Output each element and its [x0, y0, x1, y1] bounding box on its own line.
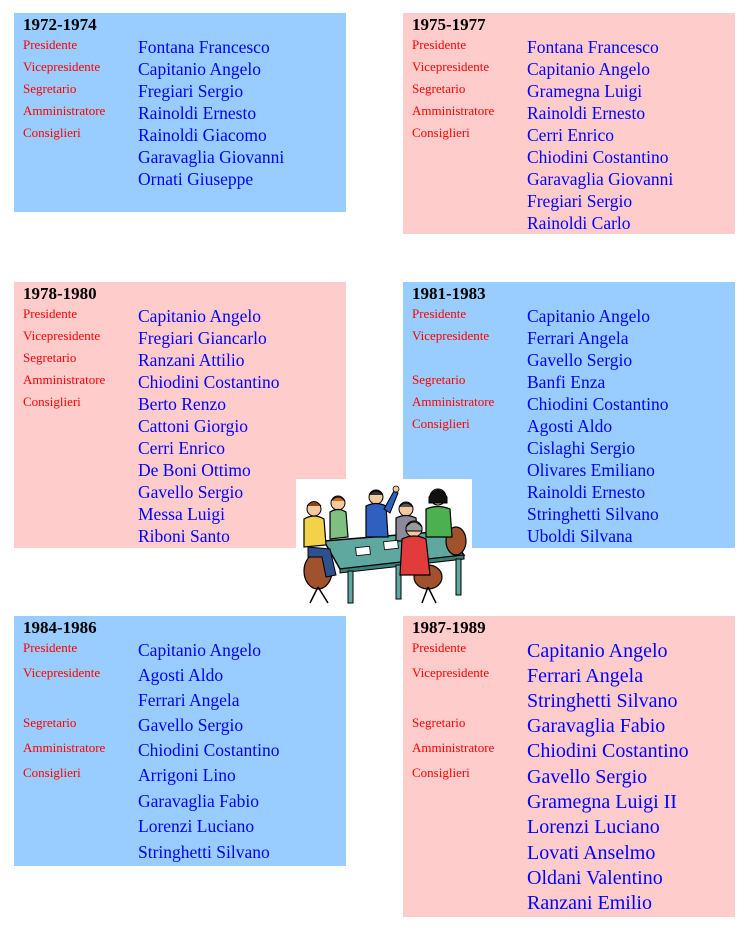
role-label-vicepresidente: Vicepresidente	[412, 328, 490, 343]
member-name: Ornati Giuseppe	[138, 169, 254, 189]
member-name: Gavello Sergio	[138, 715, 244, 735]
role-label-vicepresidente: Vicepresidente	[23, 328, 101, 343]
member-name: Cerri Enrico	[138, 438, 225, 458]
member-name: Cerri Enrico	[527, 125, 614, 145]
member-name: Gavello Sergio	[527, 350, 633, 370]
member-name: Agosti Aldo	[527, 416, 613, 436]
member-name: Stringhetti Silvano	[527, 504, 659, 524]
member-name: Banfi Enza	[527, 372, 606, 392]
role-label-segretario: Segretario	[23, 81, 77, 96]
member-name: Lorenzi Luciano	[138, 816, 255, 836]
member-name: Capitanio Angelo	[527, 59, 650, 79]
role-label-segretario: Segretario	[412, 81, 466, 96]
member-name: Cattoni Giorgio	[138, 416, 249, 436]
member-name: Gavello Sergio	[138, 482, 244, 502]
period-title: 1972-1974	[23, 15, 97, 34]
member-name: Ferrari Angela	[527, 665, 644, 687]
member-name: Agosti Aldo	[138, 665, 224, 685]
role-label-amministratore: Amministratore	[23, 372, 106, 387]
role-label-presidente: Presidente	[23, 640, 78, 655]
board-panel-1972-1974	[14, 13, 346, 212]
role-label-consiglieri: Consiglieri	[412, 125, 470, 140]
role-label-presidente: Presidente	[23, 306, 78, 321]
role-label-segretario: Segretario	[412, 372, 466, 387]
member-name: Stringhetti Silvano	[138, 842, 270, 862]
period-title: 1978-1980	[23, 284, 97, 303]
member-name: Gramegna Luigi	[527, 81, 643, 101]
member-name: De Boni Ottimo	[138, 460, 251, 480]
board-panel-1984-1986	[14, 616, 346, 866]
member-name: Arrigoni Lino	[138, 765, 236, 785]
role-label-amministratore: Amministratore	[412, 394, 495, 409]
member-name: Riboni Santo	[138, 526, 230, 546]
role-label-consiglieri: Consiglieri	[23, 765, 81, 780]
member-name: Capitanio Angelo	[138, 306, 261, 326]
role-label-vicepresidente: Vicepresidente	[23, 59, 101, 74]
role-label-amministratore: Amministratore	[412, 103, 495, 118]
member-name: Gavello Sergio	[527, 766, 648, 788]
member-name: Garavaglia Fabio	[527, 715, 666, 737]
member-name: Uboldi Silvana	[527, 526, 633, 546]
member-name: Cislaghi Sergio	[527, 438, 636, 458]
member-name: Chiodini Costantino	[527, 394, 669, 414]
role-label-presidente: Presidente	[412, 37, 467, 52]
member-name: Rainoldi Ernesto	[138, 103, 257, 123]
role-label-consiglieri: Consiglieri	[23, 394, 81, 409]
role-label-amministratore: Amministratore	[23, 103, 106, 118]
member-name: Chiodini Costantino	[527, 740, 689, 762]
member-name: Ranzani Emilio	[527, 892, 652, 914]
role-label-amministratore: Amministratore	[412, 740, 495, 755]
member-name: Capitanio Angelo	[138, 640, 261, 660]
role-label-amministratore: Amministratore	[23, 740, 106, 755]
member-name: Fregiari Giancarlo	[138, 328, 267, 348]
meeting-table-clipart-icon	[296, 479, 472, 607]
member-name: Capitanio Angelo	[527, 640, 668, 662]
member-name: Berto Renzo	[138, 394, 226, 414]
role-label-consiglieri: Consiglieri	[412, 765, 470, 780]
member-name: Fregiari Sergio	[527, 191, 633, 211]
member-name: Lovati Anselmo	[527, 842, 656, 864]
role-label-segretario: Segretario	[23, 350, 77, 365]
member-name: Garavaglia Giovanni	[138, 147, 285, 167]
role-label-vicepresidente: Vicepresidente	[23, 665, 101, 680]
member-name: Oldani Valentino	[527, 867, 663, 889]
member-name: Messa Luigi	[138, 504, 226, 524]
member-name: Rainoldi Ernesto	[527, 482, 646, 502]
member-name: Ferrari Angela	[527, 328, 629, 348]
member-name: Rainoldi Ernesto	[527, 103, 646, 123]
member-name: Garavaglia Fabio	[138, 791, 259, 811]
role-label-consiglieri: Consiglieri	[412, 416, 470, 431]
member-name: Rainoldi Giacomo	[138, 125, 267, 145]
member-name: Garavaglia Giovanni	[527, 169, 674, 189]
member-name: Capitanio Angelo	[527, 306, 650, 326]
member-name: Olivares Emiliano	[527, 460, 655, 480]
role-label-vicepresidente: Vicepresidente	[412, 665, 490, 680]
member-name: Chiodini Costantino	[527, 147, 669, 167]
role-label-segretario: Segretario	[412, 715, 466, 730]
board-panel-1975-1977	[403, 13, 735, 234]
member-name: Gramegna Luigi II	[527, 791, 677, 813]
member-name: Ranzani Attilio	[138, 350, 245, 370]
member-name: Fontana Francesco	[138, 37, 270, 57]
role-label-segretario: Segretario	[23, 715, 77, 730]
member-name: Rainoldi Carlo	[527, 213, 631, 233]
role-label-presidente: Presidente	[412, 640, 467, 655]
role-label-consiglieri: Consiglieri	[23, 125, 81, 140]
period-title: 1984-1986	[23, 618, 97, 637]
member-name: Chiodini Costantino	[138, 372, 280, 392]
role-label-presidente: Presidente	[23, 37, 78, 52]
period-title: 1981-1983	[412, 284, 486, 303]
board-panel-1987-1989	[403, 616, 735, 917]
member-name: Ferrari Angela	[138, 690, 240, 710]
member-name: Lorenzi Luciano	[527, 816, 660, 838]
role-label-vicepresidente: Vicepresidente	[412, 59, 490, 74]
member-name: Fontana Francesco	[527, 37, 659, 57]
period-title: 1987-1989	[412, 618, 486, 637]
period-title: 1975-1977	[412, 15, 486, 34]
member-name: Stringhetti Silvano	[527, 690, 678, 712]
role-label-presidente: Presidente	[412, 306, 467, 321]
member-name: Fregiari Sergio	[138, 81, 244, 101]
member-name: Chiodini Costantino	[138, 740, 280, 760]
member-name: Capitanio Angelo	[138, 59, 261, 79]
